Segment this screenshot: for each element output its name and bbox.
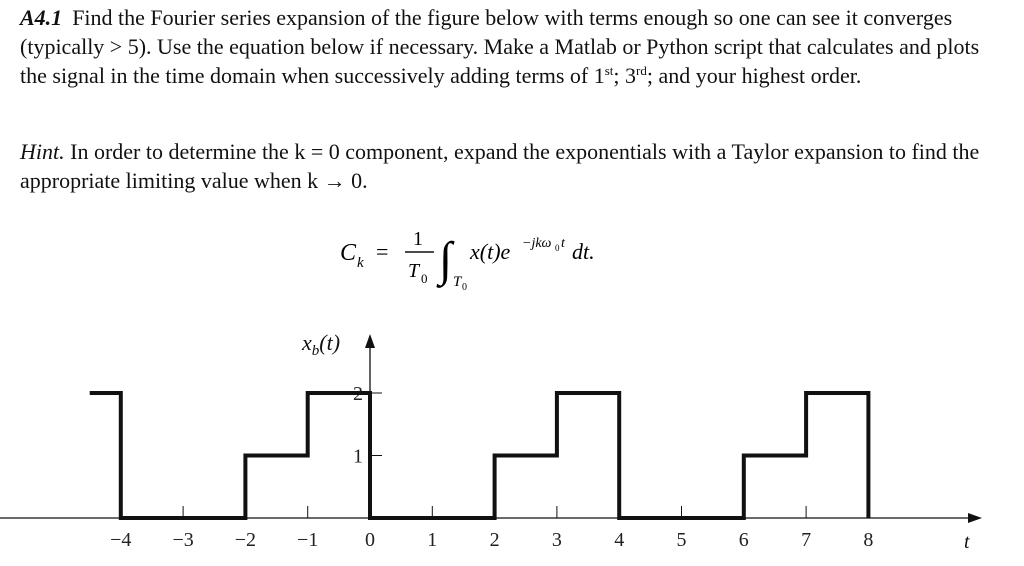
hint-text: In order to determine the k = 0 component, expand the exponentials with a Taylor expansion to find the appropriate limiting value when k → 0. [20, 139, 980, 193]
plot-signal [90, 393, 869, 518]
hint-paragraph [20, 137, 1010, 195]
x-tick-label: 3 [551, 529, 562, 551]
eq-integral-sub-sub: 0 [462, 282, 467, 293]
eq-denominator: T [408, 260, 420, 282]
eq-integrand: x(t)e [470, 239, 511, 264]
integral-icon: ∫ [439, 233, 453, 286]
eq-lhs: C [340, 240, 357, 266]
x-tick-label: −4 [110, 529, 132, 551]
eq-equals: = [376, 239, 389, 264]
superscript-st: st [604, 63, 614, 78]
x-tick-label: 2 [489, 529, 500, 551]
superscript-rd: rd [636, 63, 647, 78]
x-tick-label: 5 [676, 529, 687, 551]
plot-ticks [110, 383, 873, 551]
eq-differential: dt. [572, 239, 595, 264]
x-tick-label: −3 [172, 529, 194, 551]
problem-text-end: ; and your highest order. [646, 63, 862, 88]
x-tick-label: 8 [863, 529, 874, 551]
x-tick-label: 6 [738, 529, 749, 551]
y-axis-label: $x_b(t)$ [302, 330, 341, 359]
x-tick-label: 4 [614, 529, 625, 551]
problem-text: Find the Fourier series expansion of the figure below with terms enough so one can see it converges (typically > 5). Use the equation below if necessary. Make a Matlab or Python script that calculates and plots the signal in the time domain when successively adding terms of 1 [20, 5, 980, 88]
y-axis-arrow-icon [365, 334, 375, 348]
eq-lhs-sub: k [357, 255, 364, 271]
eq-numerator: 1 [413, 228, 423, 250]
eq-exponent-t: t [561, 236, 565, 251]
x-axis-arrow-icon [968, 513, 982, 523]
plot-axes [0, 334, 982, 523]
problem-text-sep: ; 3 [613, 63, 637, 88]
signal-line [90, 393, 869, 518]
x-tick-label: −1 [297, 529, 319, 551]
y-tick-label: 2 [353, 383, 363, 405]
x-tick-label: −2 [234, 529, 257, 551]
eq-exponent: −jkω [522, 236, 552, 251]
eq-denominator-sub: 0 [421, 271, 428, 286]
x-tick-label: 0 [365, 529, 375, 551]
hint-label: Hint. [20, 139, 65, 164]
problem-label: A4.1 [20, 5, 63, 30]
fourier-coefficient-equation [0, 215, 1024, 295]
signal-plot [0, 320, 1024, 566]
eq-exponent-sub: 0 [555, 243, 560, 253]
x-tick-label: 1 [427, 529, 438, 551]
y-tick-label: 1 [353, 445, 363, 468]
eq-integral-sub: T [453, 274, 462, 290]
x-tick-label: 7 [801, 529, 812, 551]
x-axis-label: t [964, 531, 970, 553]
problem-paragraph [20, 3, 1010, 90]
